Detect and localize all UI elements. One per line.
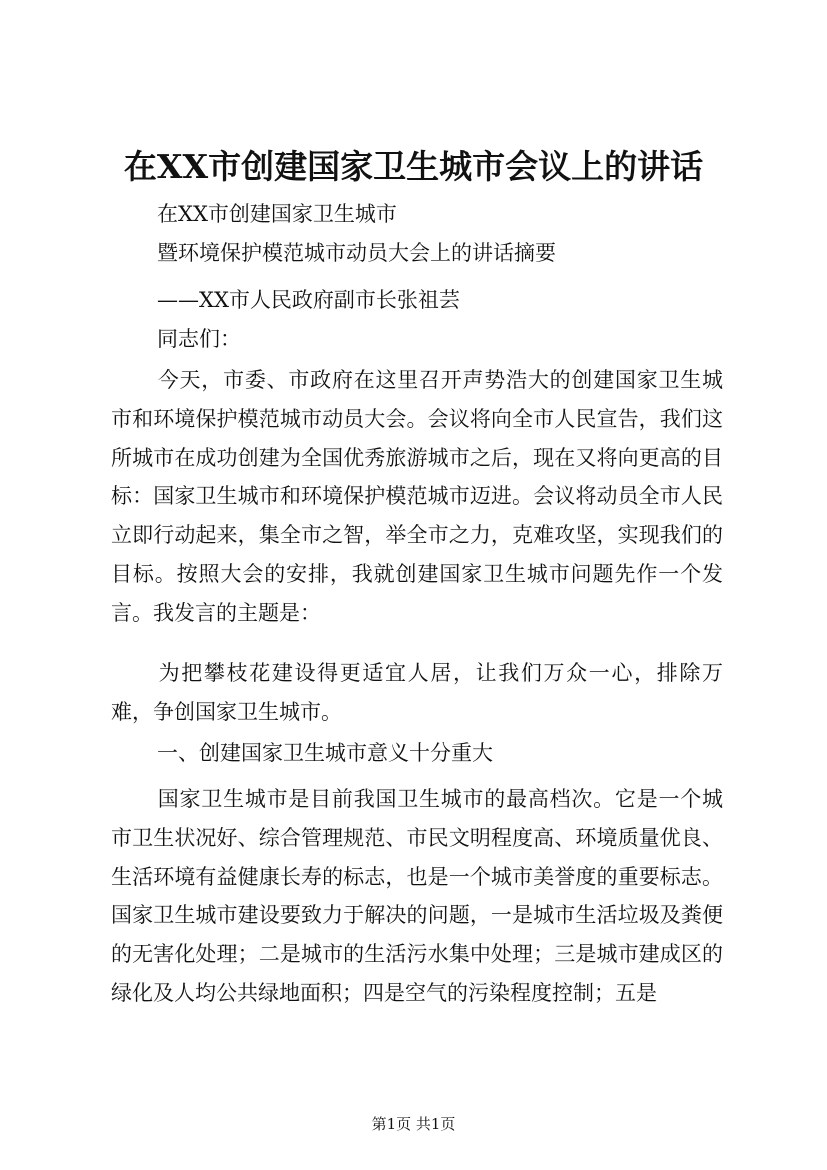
paragraph-2 bbox=[111, 654, 723, 732]
paragraph-3-text: 国家卫生城市是目前我国卫生城市的最高档次。它是一个城市卫生状况好、综合管理规范、市民文明程度高、环境质量优良、生活环境有益健康长寿的标志，也是一个城市美誉度的重要标志。国家卫生城市建设要致力于解决的问题，一是城市生活垃圾及粪便的无害化处理；二是城市的生活污水集中处理；三是城市建成区的绿化及人均公共绿地面积；四是空气的污染程度控制；五是 bbox=[111, 787, 723, 1005]
section-heading-1-text: 一、创建国家卫生城市意义十分重大 bbox=[157, 741, 493, 765]
paragraph-2-text: 为把攀枝花建设得更适宜人居，让我们万众一心，排除万难，争创国家卫生城市。 bbox=[111, 661, 723, 724]
paragraph-1 bbox=[111, 361, 723, 633]
document-title: 在XX市创建国家卫生城市会议上的讲话 bbox=[123, 147, 704, 186]
subtitle-line-3: ——XX市人民政府副市长张祖芸 bbox=[157, 288, 460, 312]
paragraph-1-text: 今天，市委、市政府在这里召开声势浩大的创建国家卫生城市和环境保护模范城市动员大会。会议将向全市人民宣告，我们这所城市在成功创建为全国优秀旅游城市之后，现在又将向更高的目标：国家卫生城市和环境保护模范城市迈进。会议将动员全市人民立即行动起来，集全市之智，举全市之力，克难攻坚，实现我们的目标。按照大会的安排，我就创建国家卫生城市问题先作一个发言。我发言的主题是： bbox=[111, 368, 723, 625]
paragraph-3 bbox=[111, 780, 723, 1013]
section-heading-1 bbox=[111, 734, 723, 773]
page-footer: 第1页 共1页 bbox=[371, 1115, 456, 1133]
subtitle-line-1: 在XX市创建国家卫生城市 bbox=[157, 202, 397, 226]
salutation: 同志们： bbox=[157, 327, 241, 351]
subtitle-line-2: 暨环境保护模范城市动员大会上的讲话摘要 bbox=[157, 241, 556, 265]
